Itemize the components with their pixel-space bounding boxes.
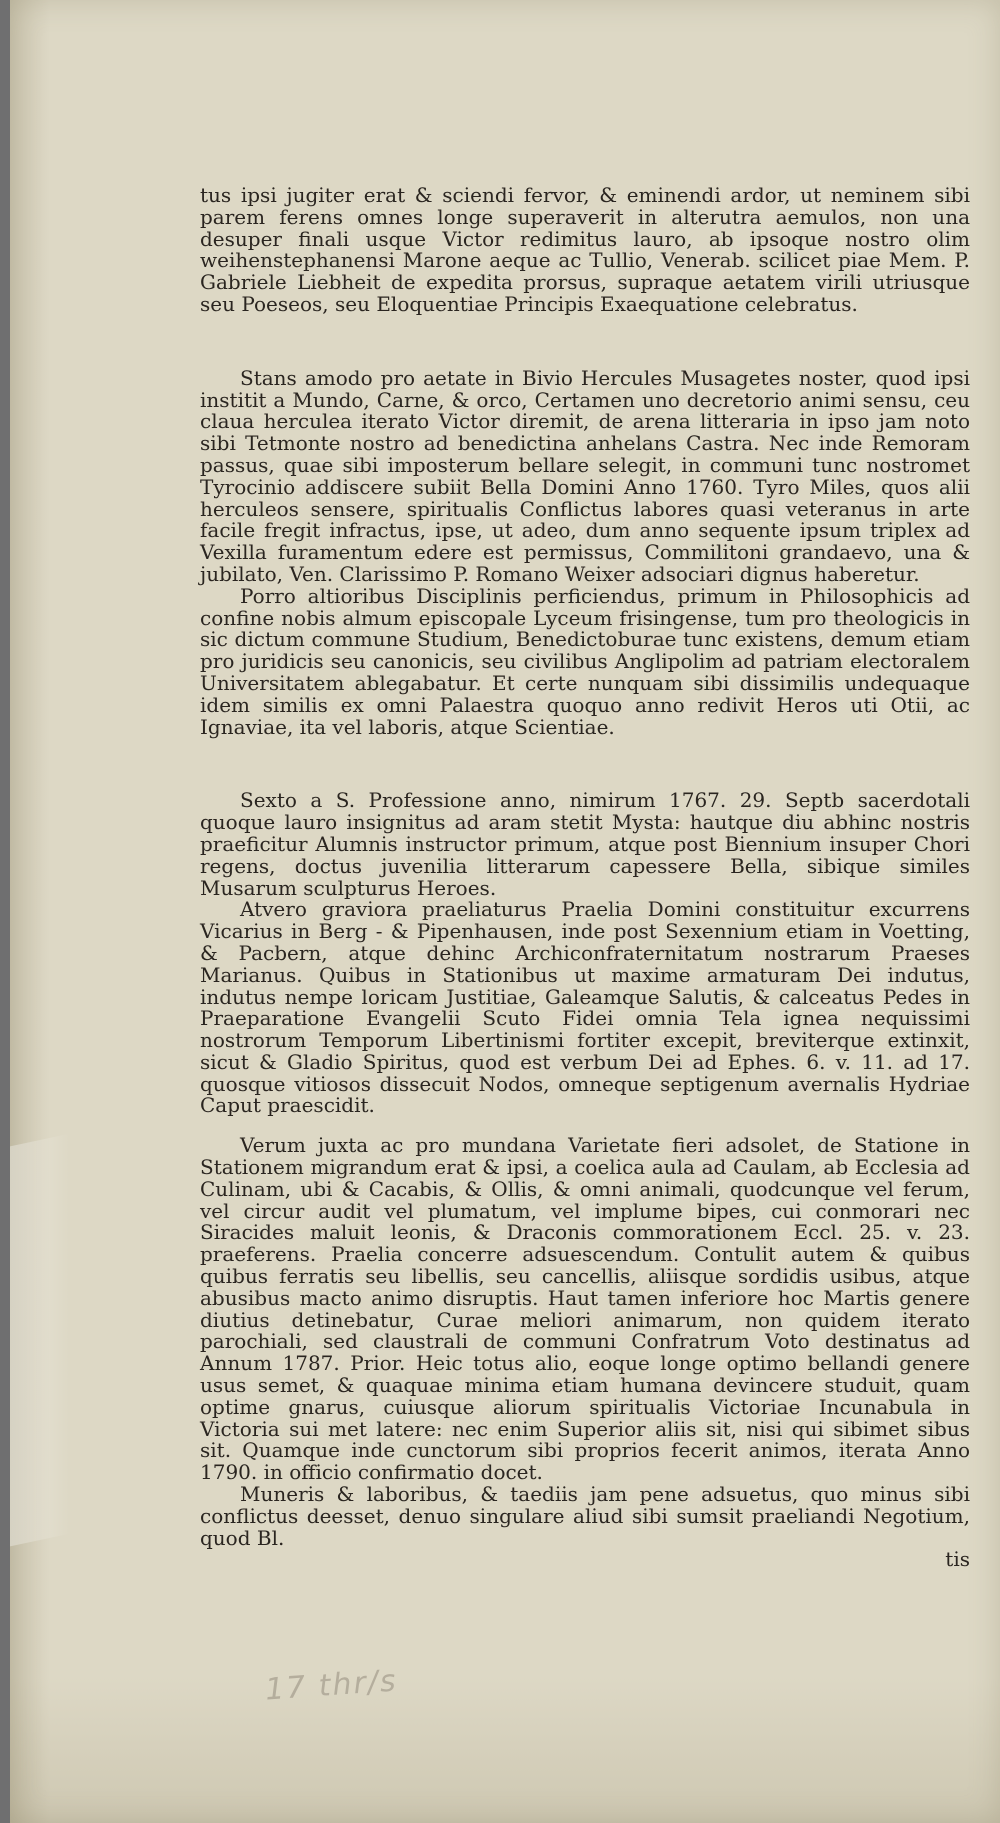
paragraph-3: Porro altioribus Disciplinis perficiendus, primum in Philosophicis ad confine nobis almum episcopale Lyceum frisingense, tum pro theologicis in sic dictum commune Studium, Benedictoburae tunc existens, demum etiam pro juridicis seu canonicis, seu civilibus Anglipolim ad patriam electoralem Universitatem ablegabatur. Et certe nunquam sibi dissimilis undequaque idem similis ex omni Palaestra quoquo anno redivit Heros uti Otii, ac Ignaviae, ita vel laboris, atque Scientiae. <box>200 583 970 739</box>
paper-fold-highlight <box>10 1134 70 1547</box>
paragraph-5: Atvero graviora praeliaturus Praelia Domini constituitur excurrens Vicarius in Berg - & Pipenhausen, inde post Sexennium etiam in Voetting, & Pacbern, atque dehinc Archiconfraternitatum nostrarum Praeses Marianus. Quibus in Stationibus ut maxime armaturam Dei indutus, indutus nempe loricam Justitiae, Galeamque Salutis, & calceatus Pedes in Praeparatione Evangelii Scuto Fidei omnia Tela ignea nequissimi nostrorum Temporum Libertinismi fortiter excepit, breviterque extinxit, sicut & Gladio Spiritus, quod est verbum Dei ad Ephes. 6. v. 11. ad 17. quosque vitiosos dissecuit Nodos, omneque septigenum avernalis Hydriae Caput praescidit. <box>200 897 970 1118</box>
pencil-annotation: 17 thr/s <box>263 1663 399 1708</box>
text-block <box>200 185 970 1570</box>
paragraph-7: Muneris & laboribus, & taediis jam pene adsuetus, quo minus sibi conflictus deesset, denuo singulare aliud sibi sumsit praeliandi Negotium, quod Bl. <box>200 1482 970 1550</box>
paragraph-4: Sexto a S. Professione anno, nimirum 1767. 29. Septb sacerdotali quoque lauro insignitus ad aram stetit Mysta: hautque diu abhinc nostris praeficitur Alumnis instructor primum, atque post Biennium insuper Chori regens, doctus juvenilia litterarum capessere Bella, sibique similes Musarum sculpturus Heroes. <box>200 788 970 900</box>
paragraph-1: tus ipsi jugiter erat & sciendi fervor, & eminendi ardor, ut neminem sibi parem ferens omnes longe superaverit in alterutra aemulos, non una desuper finali usque Victor redimitus lauro, ab ipsoque nostro olim weihenstephanensi Marone aeque ac Tullio, Venerab. scilicet piae Mem. P. Gabriele Liebheit de expedita prorsus, supraque aetatem virili utriusque seu Poeseos, seu Eloquentiae Principis Exaequatione celebratus. <box>200 183 970 316</box>
catchword: tis <box>945 1547 970 1572</box>
paragraph-2: Stans amodo pro aetate in Bivio Hercules Musagetes noster, quod ipsi institit a Mundo, Carne, & orco, Certamen uno decretorio animi sensu, ceu claua herculea iterato Victor diremit, de arena litteraria in ipso jam noto sibi Tetmonte nostro ad benedictina anhelans Castra. Nec inde Remoram passus, quae sibi imposterum bellare selegit, in communi tunc nostromet Tyrocinio addiscere subiit Bella Domini Anno 1760. Tyro Miles, quos alii herculeos sensere, spiritualis Conflictus labores quasi veteranus in arte facile fregit infractus, ipse, ut adeo, dum anno sequente ipsum triplex ad Vexilla furamentum edere est permissus, Commilitoni grandaevo, una & jubilato, Ven. Clarissimo P. Romano Weixer adsociari dignus haberetur. <box>200 365 970 586</box>
document-page <box>10 0 1000 1823</box>
paragraph-6: Verum juxta ac pro mundana Varietate fieri adsolet, de Statione in Stationem migrandum erat & ipsi, a coelica aula ad Caulam, ab Ecclesia ad Culinam, ubi & Cacabis, & Ollis, & omni animali, quodcunque vel ferum, vel circur audit vel plumatum, vel implume bipes, cui conmorari nec Siracides maluit leonis, & Draconis commorationem Eccl. 25. v. 23. praeferens. Praelia concerre adsuescendum. Contulit autem & quibus quibus ferratis seu libellis, seu cancellis, aliisque sordidis usibus, atque abusibus macto animo disruptis. Haut tamen inferiore hoc Martis genere diutius detinebatur, Curae meliori animarum, non quidem iterato parochiali, sed claustrali de communi Confratrum Voto destinatus ad Annum 1787. Prior. Heic totus alio, eoque longe optimo bellandi genere usus semet, & quaquae minima etiam humana devincere studuit, quam optime gnarus, cuiusque aliorum spiritualis Victoriae Incunabula in Victoria sui met latere: nec enim Superior aliis sit, nisi qui sibimet sibus sit. Quamque inde cunctorum sibi proprios fecerit animos, iterata Anno 1790. in officio confirmatio docet. <box>200 1133 970 1485</box>
